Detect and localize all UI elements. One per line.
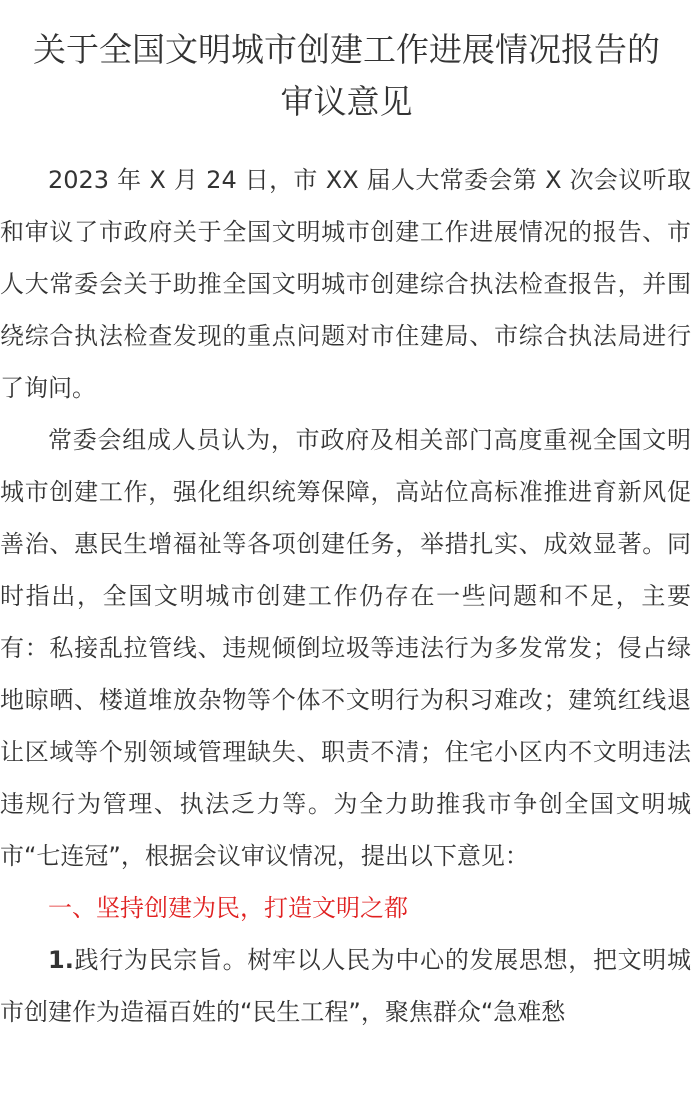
document-body — [0, 154, 693, 1038]
title-line-1: 关于全国文明城市创建工作进展情况报告的 — [33, 30, 660, 69]
paragraph-intro: 2023 年 X 月 24 日，市 XX 届人大常委会第 X 次会议听取和审议了市政府关于全国文明城市创建工作进展情况的报告、市人大常委会关于助推全国文明城市创建综合执法检查报告，并围绕综合执法检查发现的重点问题对市住建局、市综合执法局进行了询问。 — [0, 166, 691, 402]
item-number: 1. — [48, 946, 74, 974]
document-title — [0, 0, 693, 128]
title-line-2: 审议意见 — [280, 82, 413, 121]
item-text: 践行为民宗旨。树牢以人民为中心的发展思想，把文明城市创建作为造福百姓的“民生工程”，聚焦群众“急难愁 — [0, 946, 691, 1026]
paragraph-item-1 — [0, 934, 693, 1038]
paragraph-findings: 常委会组成人员认为，市政府及相关部门高度重视全国文明城市创建工作，强化组织统筹保障，高站位高标准推进育新风促善治、惠民生增福祉等各项创建任务，举措扎实、成效显著。同时指出，全国文明城市创建工作仍存在一些问题和不足，主要有：私接乱拉管线、违规倾倒垃圾等违法行为多发常发；侵占绿地晾晒、楼道堆放杂物等个体不文明行为积习难改；建筑红线退让区域等个别领域管理缺失、职责不清；住宅小区内不文明违法违规行为管理、执法乏力等。为全力助推我市争创全国文明城市“七连冠”，根据会议审议情况，提出以下意见： — [0, 426, 691, 870]
section-heading-1: 一、坚持创建为民，打造文明之都 — [48, 894, 408, 922]
